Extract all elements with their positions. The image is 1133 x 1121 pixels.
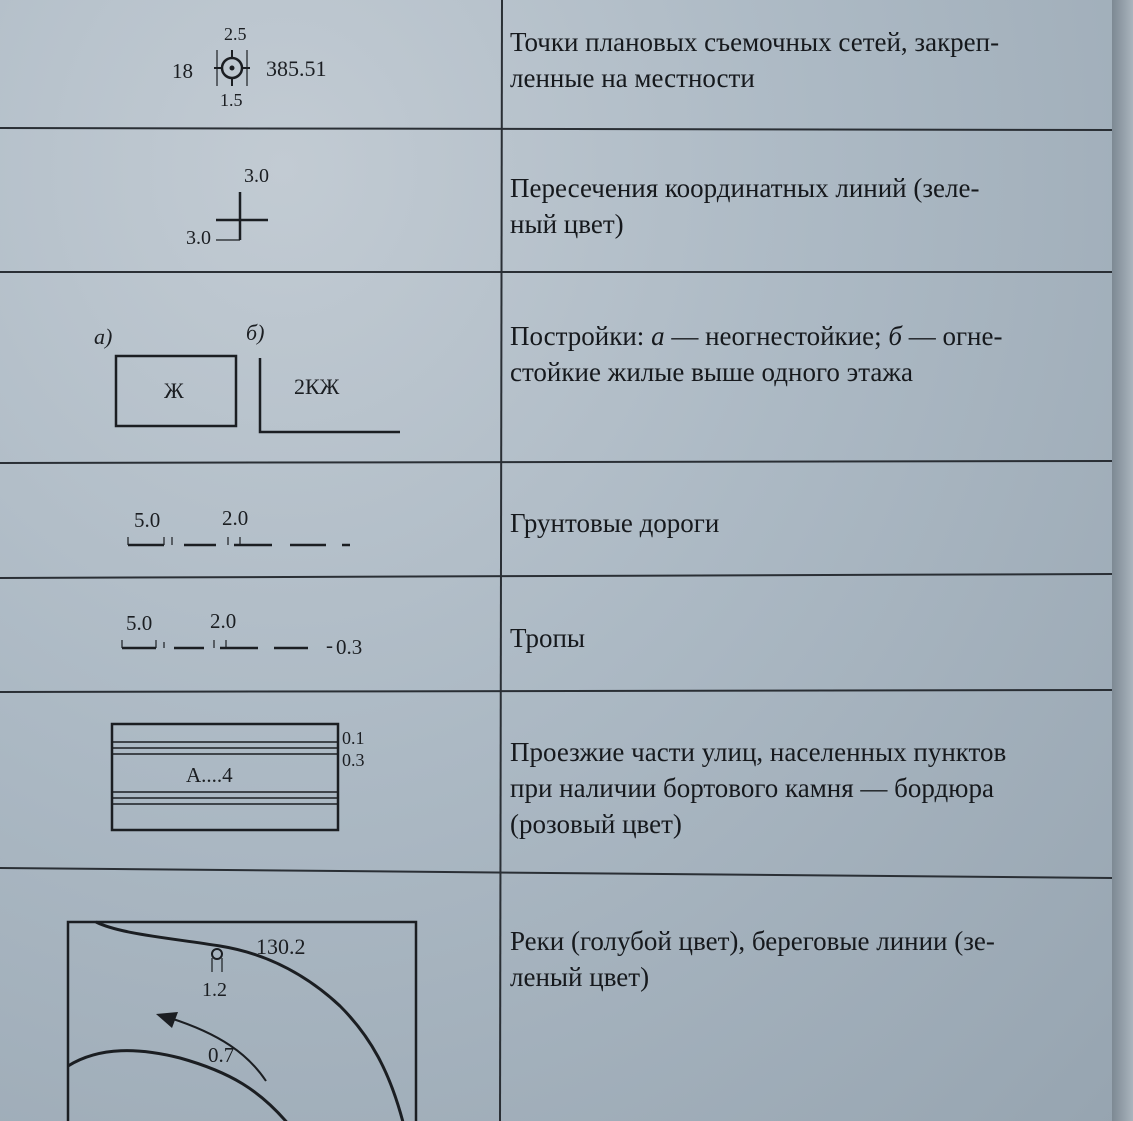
- shoreline-lower: [68, 1051, 290, 1121]
- text-part: — огне-: [901, 321, 1003, 351]
- road-dim-1: 5.0: [134, 508, 161, 532]
- description-coordinate-lines: [510, 170, 1092, 242]
- survey-point-left-number: 18: [172, 59, 193, 83]
- description-line: при наличии бортового камня — бордюра: [510, 773, 994, 803]
- cross-left-dim: 3.0: [186, 227, 211, 249]
- survey-point-right-number: 385.51: [266, 56, 327, 81]
- coordinate-cross-symbol: [100, 130, 500, 270]
- buildings-symbol: [80, 272, 500, 462]
- description-line: Реки (голубой цвет), береговые линии (зе-: [510, 926, 995, 956]
- description-rivers: [510, 923, 1092, 995]
- description-paths: Тропы: [510, 623, 586, 653]
- building-label-a: а): [94, 324, 113, 349]
- description-line: Пересечения координатных линий (зеле-: [510, 173, 980, 203]
- description-line: ный цвет): [510, 209, 624, 239]
- street-label: А....4: [186, 763, 233, 787]
- river-marker-dim: 1.2: [202, 979, 227, 1001]
- text-part: Постройки:: [510, 321, 652, 351]
- path-symbol: [100, 578, 500, 693]
- dirt-road-symbol: [100, 465, 500, 575]
- building-label-b: б): [246, 320, 265, 345]
- description-line: (розовый цвет): [510, 809, 682, 839]
- survey-point-symbol: [100, 0, 500, 128]
- description-line-2: стойкие жилые выше одного этажа: [510, 357, 913, 387]
- description-survey-points: [510, 24, 1092, 96]
- text-italic-b: б: [888, 321, 902, 351]
- description-line: ленные на местности: [510, 63, 755, 93]
- road-dim-2: 2.0: [222, 506, 249, 530]
- text-italic-a: а: [651, 321, 665, 351]
- svg-text:-: -: [326, 633, 333, 657]
- river-symbol: [60, 876, 480, 1121]
- description-dirt-roads: Грунтовые дороги: [510, 508, 720, 538]
- flow-arrow-head: [156, 1012, 178, 1028]
- column-divider: [500, 0, 502, 1121]
- description-streets: [510, 734, 1108, 842]
- description-line: Проезжие части улиц, населенных пунктов: [510, 737, 1007, 767]
- text-part: — неогнестойкие;: [664, 321, 889, 351]
- river-speed: 0.7: [208, 1043, 235, 1067]
- description-line-1: [510, 318, 1092, 354]
- path-dim-3: 0.3: [336, 635, 363, 659]
- cross-top-dim: 3.0: [244, 165, 269, 187]
- description-buildings: [510, 318, 1092, 390]
- survey-point-top-dim: 2.5: [224, 24, 247, 44]
- path-dim-2: 2.0: [210, 609, 237, 633]
- street-symbol: [100, 692, 500, 872]
- shoreline-upper: [96, 922, 404, 1121]
- survey-point-bottom-dim: 1.5: [220, 90, 243, 110]
- street-dim-1: 0.1: [342, 728, 365, 748]
- path-dim-1: 5.0: [126, 611, 153, 635]
- description-line: Точки плановых съемочных сетей, закреп-: [510, 27, 1000, 57]
- river-elevation: 130.2: [256, 934, 306, 959]
- description-line: леный цвет): [510, 962, 650, 992]
- building-a-inner: Ж: [164, 378, 184, 403]
- building-b-inner: 2КЖ: [294, 374, 340, 399]
- street-dim-2: 0.3: [342, 750, 365, 770]
